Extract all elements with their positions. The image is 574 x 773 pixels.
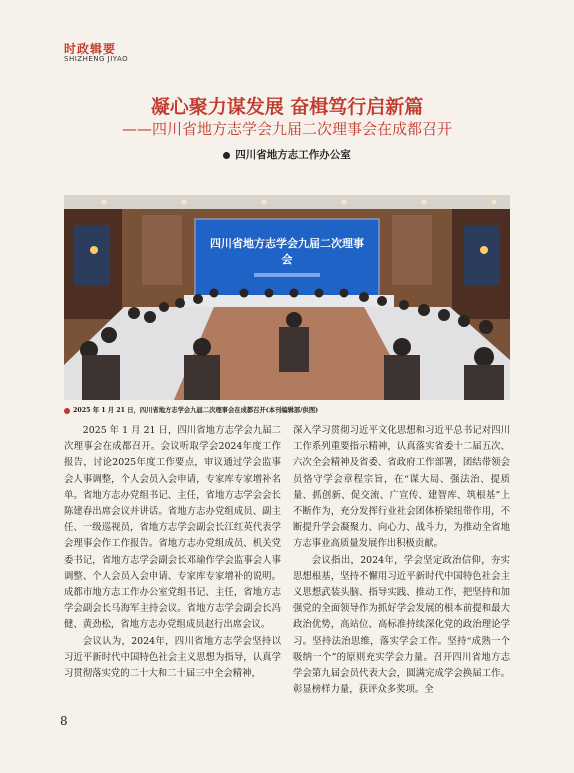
- photo-caption: [64, 405, 514, 414]
- screen-banner-text: 四川省地方志学会九届二次理事会: [210, 237, 364, 266]
- page-number: 8: [60, 714, 68, 728]
- body-column-right: [293, 423, 510, 698]
- article-title: 凝心聚力谋发展 奋楫笃行启新篇: [150, 96, 424, 118]
- caption-bullet-icon: [64, 408, 70, 414]
- paragraph: 会议认为，2024年，四川省地方志学会坚持以习近平新时代中国特色社会主义思想为指导，认真学习贯彻落实党的二十大和二十届三中全会精神，: [64, 635, 281, 680]
- caption-text: 2025 年 1 月 21 日，四川省地方志学会九届二次理事会在成都召开(本刊编辑部/供图): [73, 407, 319, 414]
- paragraph: 2025 年 1 月 21 日，四川省地方志学会九届二次理事会在成都召开。会议听取学会2024年度工作报告，讨论2025年度工作要点，审议通过学会监事会人事调整，个人会员入会申请，专家库专家增补名单。省地方志办党组书记、主任，省地方志学会会长陈建春出席会议并讲话。省地方志办党组成员、副主任、一级巡视员，省地方志学会副会长江红英代表学会理事会作工作报告。省地方志办党组成员、机关党委书记，省地方志学会副会长邓瑜作学会监事会人事调整、个人会员入会申请、专家库专家增补的说明。成都市地方志工作办公室党组书记、主任，省地方志学会副会长马海军主持会议。省地方志学会副会长冯健、黄劲松，省地方志办党组成员赵行出席会议。: [64, 425, 281, 631]
- article-author: [0, 147, 574, 162]
- meeting-photo: [64, 195, 510, 400]
- meeting-photo-illustration: [64, 195, 510, 400]
- paragraph: 会议指出，2024年，学会坚定政治信仰，夯实思想根基，坚持不懈用习近平新时代中国特色社会主义思想武装头脑、指导实践、推动工作，把坚持和加强党的全面领导作为抓好学会发展的根本前提和最大政治优势，高站位、高标准持续深化党的政治理论学习。坚持法治思维，落实学会工作。坚持“成熟一个吸纳一个”的原则充实学会力量。召开四川省地方志学会第九届会员代表大会，圆满完成学会换届工作。彰显榜样力量，获评众多奖项。全: [293, 554, 510, 696]
- article-subtitle: ——四川省地方志学会九届二次理事会在成都召开: [121, 120, 452, 138]
- author-name: 四川省地方志工作办公室: [235, 149, 351, 161]
- column-name: 时政辑要: [64, 42, 117, 56]
- bullet-icon: [223, 152, 230, 159]
- paragraph: 深入学习贯彻习近平文化思想和习近平总书记对四川工作系列重要指示精神，认真落实省委十二届五次、六次全会精神及省委、省政府工作部署，团结带领会员恪守学会章程宗旨，在“谋大局、强法治、提质量、抓创新、促交流、广宣传、建智库、筑根基”上不断作为，充分发挥行业社会团体桥梁纽带作用，不断提升学会凝聚力、向心力、战斗力，为推动全省地方志事业高质量发展作出积极贡献。: [293, 425, 510, 550]
- column-pinyin: SHIZHENG JIYAO: [64, 55, 129, 63]
- body-column-left: [64, 423, 281, 682]
